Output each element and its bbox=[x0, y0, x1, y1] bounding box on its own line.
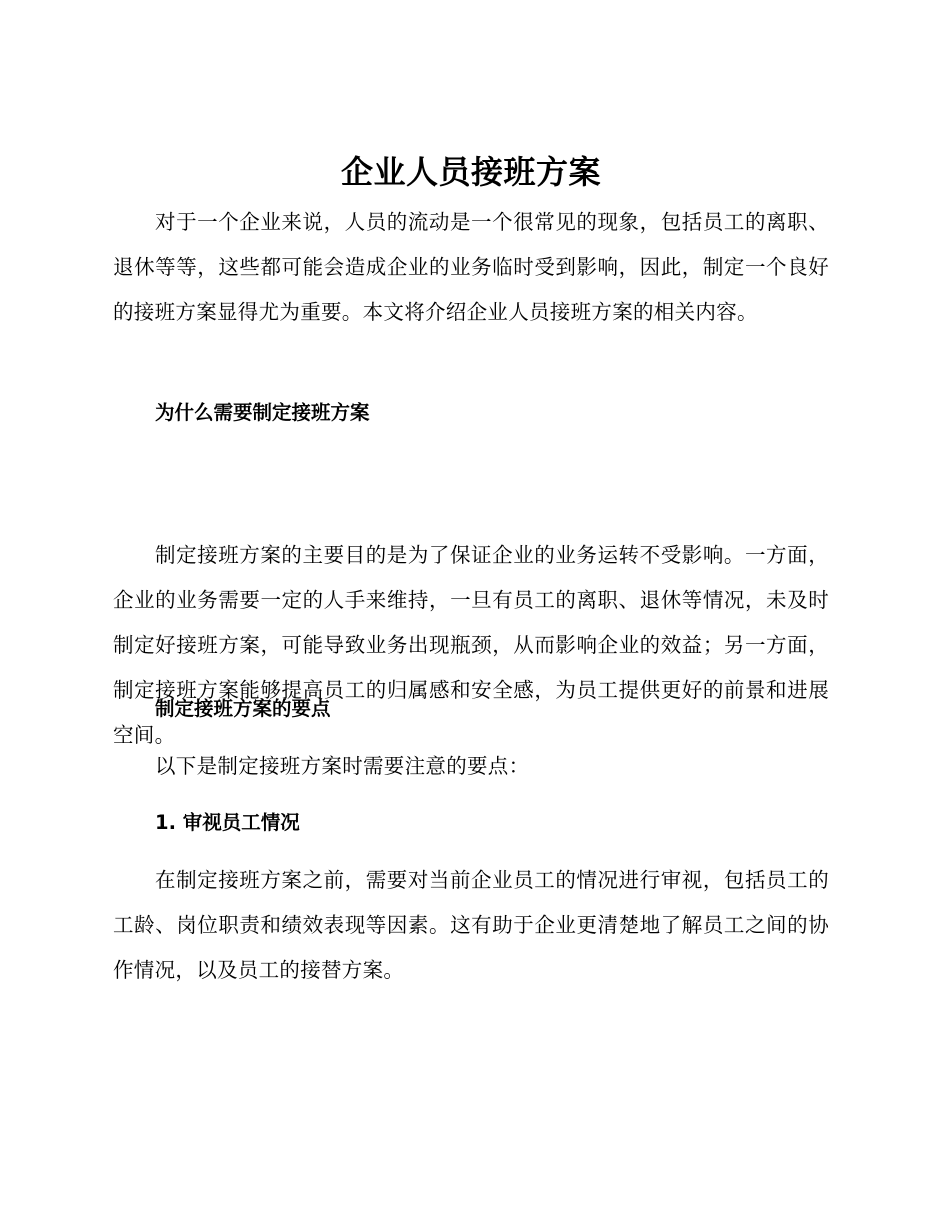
section-body-key-points: 以下是制定接班方案时需要注意的要点： bbox=[155, 754, 530, 778]
intro-paragraph: 对于一个企业来说，人员的流动是一个很常见的现象，包括员工的离职、退休等等，这些都可能会造成企业的业务临时受到影响，因此，制定一个良好的接班方案显得尤为重要。本文将介绍企业人员接班方案的相关内容。 bbox=[113, 210, 829, 324]
section-body-why: 制定接班方案的主要目的是为了保证企业的业务运转不受影响。一方面，企业的业务需要一定的人手来维持，一旦有员工的离职、退休等情况，未及时制定好接班方案，可能导致业务出现瓶颈，从而影响企业的效益；另一方面，制定接班方案能够提高员工的归属感和安全感，为员工提供更好的前景和进展空间。 bbox=[113, 543, 829, 747]
section-heading-key-points: 制定接班方案的要点 bbox=[155, 697, 331, 720]
document-title: 企业人员接班方案 bbox=[340, 153, 601, 191]
section-body-review-staff: 在制定接班方案之前，需要对当前企业员工的情况进行审视，包括员工的工龄、岗位职责和绩效表现等因素。这有助于企业更清楚地了解员工之间的协作情况，以及员工的接替方案。 bbox=[113, 868, 829, 982]
section-heading-review-staff: 1. 审视员工情况 bbox=[155, 811, 300, 834]
section-heading-why: 为什么需要制定接班方案 bbox=[155, 401, 370, 424]
document-page bbox=[113, 0, 829, 1230]
